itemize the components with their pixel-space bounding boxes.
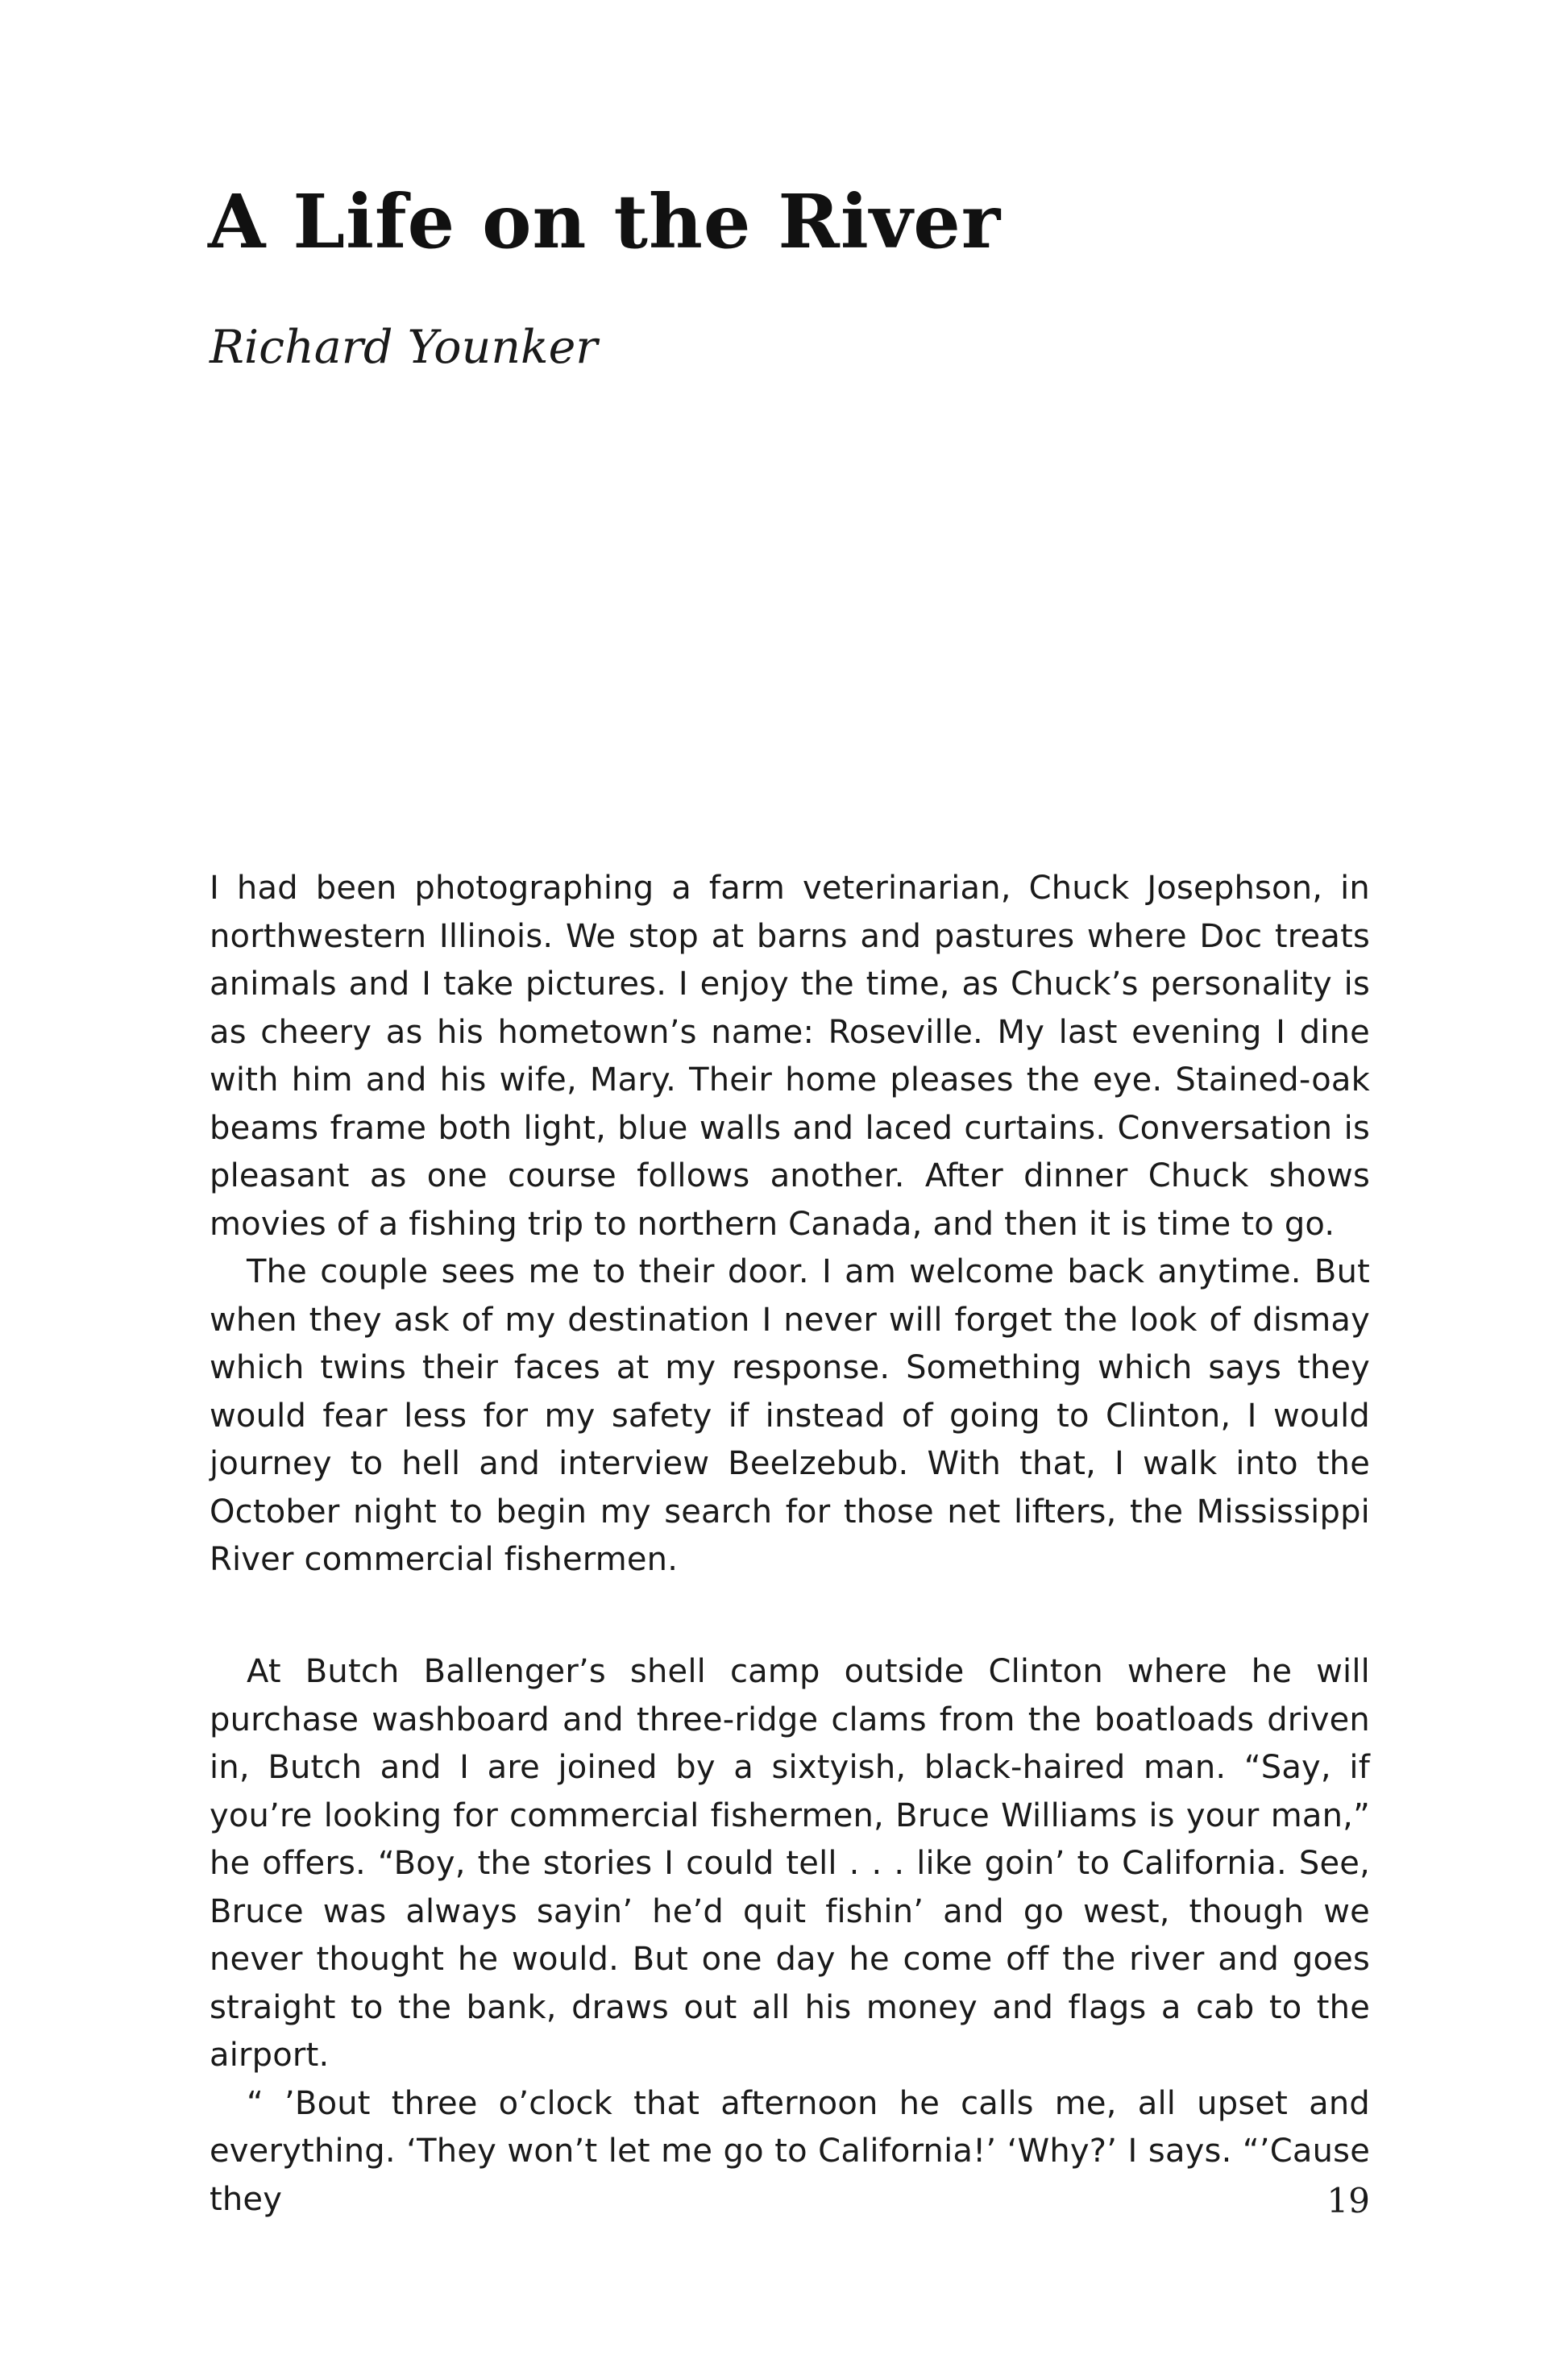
paragraph: I had been photographing a farm veterinarian, Chuck Josephson, in northwestern Illinois. We stop at barns and pastures where Doc treats animals and I take pictures. I enjoy the time, as Chuck’s personality is as cheery as his hometown’s name: Roseville. My last evening I dine with him and his wife, Mary. Their home pleases the eye. Stained-oak beams frame both light, blue walls and laced curtains. Conversation is pleasant as one course follows another. After dinner Chuck shows movies of a fishing trip to northern Canada, and then it is time to go. [210,870,1370,1243]
paragraph: At Butch Ballenger’s shell camp outside Clinton where he will purchase washboard and three-ridge clams from the boatloads driven in, Butch and I are joined by a sixtyish, black-haired man. “Say, if you’re looking for commercial fishermen, Bruce Williams is your man,” he offers. “Boy, the stories I could tell . . . like goin’ to California. See, Bruce was always sayin’ he’d quit fishin’ and go west, though we never thought he would. But one day he come off the river and goes straight to the bank, draws out all his money and flags a cab to the airport. [210,1653,1370,2074]
article-author: Richard Younker [210,321,598,374]
body-section-1 [210,865,1370,1585]
paragraph: “ ’Bout three o’clock that afternoon he calls me, all upset and everything. ‘They won’t let me go to California!’ ‘Why?’ I says. “’Cause they [210,2084,1370,2218]
article-title: A Life on the River [208,178,1002,265]
body-section-2 [210,1648,1370,2224]
page-number: 19 [1326,2181,1370,2220]
paragraph: The couple sees me to their door. I am welcome back anytime. But when they ask of my destination I never will forget the look of dismay which twins their faces at my response. Something which says they would fear less for my safety if instead of going to Clinton, I would journey to hell and interview Beelzebub. With that, I walk into the October night to begin my search for those net lifters, the Mississippi River commercial fishermen. [210,1253,1370,1578]
